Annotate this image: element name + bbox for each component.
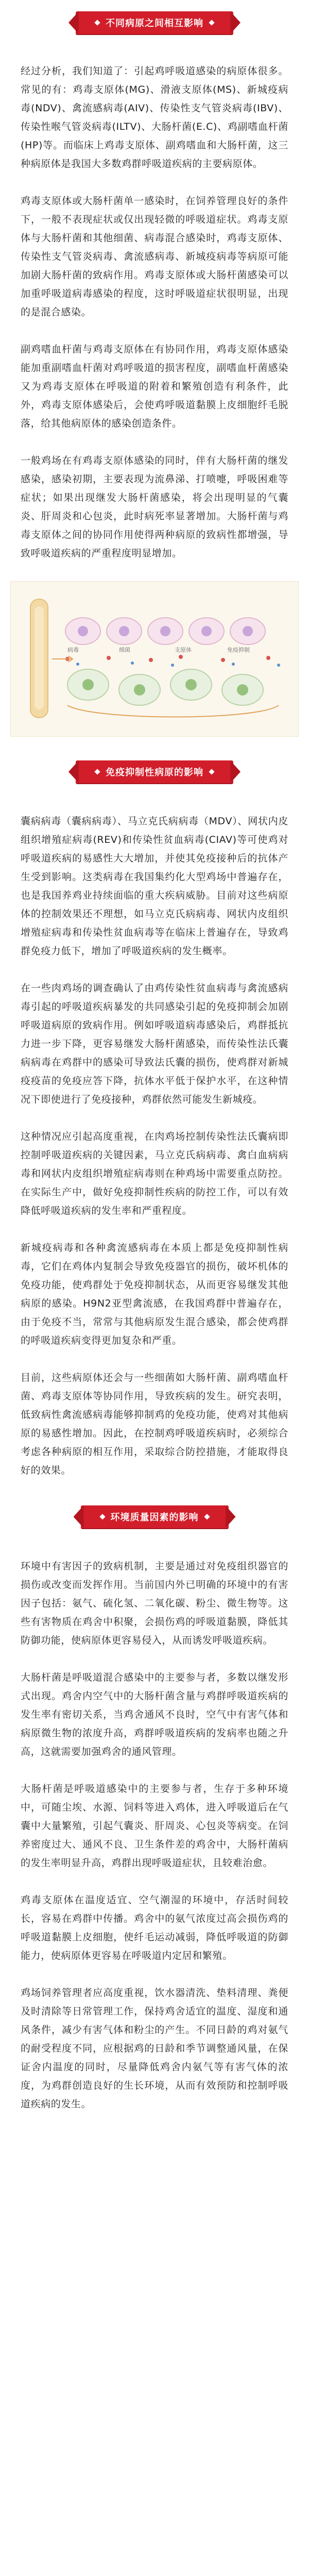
section-header-3 [21,1505,288,1528]
paragraph: 副鸡嗜血杆菌与鸡毒支原体在有协同作用，鸡毒支原体感染能加重副嗜血杆菌对鸡呼吸道的损害程度，副嗜血杆菌感染又为鸡毒支原体在呼吸道的附着和繁殖创造有利条件，此外，鸡毒支原体感染后，会使鸡呼吸道黏膜上皮细胞纤毛脱落，给其他病原体的感染创造条件。 [21,344,288,429]
paragraph: 环境中有害因子的致病机制，主要是通过对免疫组织器官的损伤或改变而发挥作用。当前国内外已明确的环境中的有害因子包括：氨气、硫化氢、二氧化碳、粉尘、微生物等。这些有害物质在鸡舍中积聚，会损伤鸡的呼吸道黏膜，降低其防御功能，使病原体更容易侵入，从而诱发呼吸道疾病。 [21,1561,288,1646]
pathogen-illustration [10,581,299,737]
section-title-banner [76,11,233,34]
figure-label-bacteria: 细菌 [119,647,130,653]
paragraph: 在一些肉鸡场的调查确认了由鸡传染性贫血病毒与禽流感病毒引起的呼吸道疾病暴发的共同感染引起的免疫抑制会加剧呼吸道病原的致病作用。例如呼吸道病毒感染后，鸡群抵抗力进一步下降，更容易继发大肠杆菌感染，而传染性法氏囊病病毒在鸡群中的感染可导致法氏囊的损伤，使鸡群对新城疫疫苗的免疫应答下降，抗体水平低于保护水平，在这种情况下即使进行了免疫接种，鸡群依然可能发生新城疫。 [21,982,288,1105]
section-title: 免疫抑制性病原的影响 [106,767,203,778]
paragraph: 新城疫病毒和各种禽流感病毒在本质上都是免疫抑制性病毒，它们在鸡体内复制会导致免疫器官的损伤，破坏机体的免疫功能，使鸡群处于免疫抑制状态，从而更容易继发其他病原的感染。H9N2亚型禽流感，在我国鸡群中普遍存在，由于免疫不当，常常与其他病原发生混合感染，都会使鸡群的呼吸道疾病变得更加复杂和严重。 [21,1242,288,1346]
paragraph: 鸡场饲养管理者应高度重视，饮水器清洗、垫料清理、粪便及时清除等日常管理工作，保持鸡舍适宜的温度、湿度和通风条件，减少有害气体和粉尘的产生。不同日龄的鸡对氨气的耐受程度不同，应根据鸡的日龄和季节调整通风量，在保证舍内温度的同时，尽量降低鸡舍内氨气等有害气体的浓度，为鸡群创造良好的生长环境，从而有效预防和控制呼吸道疾病的发生。 [21,1987,288,2110]
paragraph: 囊病病毒（囊病病毒）、马立克氏病病毒（MDV）、网状内皮组织增殖症病毒(REV)和传染性贫血病毒(CIAV)等可使鸡对呼吸道疾病的易感性大大增加，并使其免疫接种后的抗体产生受到影响。这类病毒在我国集约化大型鸡场中普遍存在，也是我国养鸡业持续面临的重大疾病威胁。目前对这些病原体的控制效果还不理想，如马立克氏病病毒、网状内皮组织增殖症病毒和传染性贫血病毒等在临床上普遍存在，导致鸡群免疫力低下，增加了呼吸道疾病的发生概率。 [21,816,288,957]
paragraph: 大肠杆菌是呼吸道感染中的主要参与者，生存于多种环境中，可随尘埃、水源、饲料等进入鸡体，进入呼吸道后在气囊中大量繁殖，引起气囊炎、肝周炎、心包炎等病变。在饲养密度过大、通风不良、卫生条件差的鸡舍中，大肠杆菌病的发生率明显升高，鸡群出现呼吸道症状，且较难治愈。 [21,1783,288,1869]
figure-label-virus: 病毒 [67,647,79,653]
diamond-icon [209,20,214,25]
section-title: 环境质量因素的影响 [110,1512,199,1523]
section-title-banner [81,1505,229,1528]
section-header-2 [21,760,288,783]
pathogen-illustration-graphic [11,582,299,736]
section-title-banner [76,760,233,783]
figure-label-mycoplasma: 支原体 [175,647,192,653]
paragraph: 目前，这些病原体还会与一些细菌如大肠杆菌、副鸡嗜血杆菌、鸡毒支原体等协同作用，导致疾病的发生。研究表明，低致病性禽流感病毒能够抑制鸡的免疫功能，使鸡对其他病原的易感性增加。因此，在控制鸡呼吸道疾病时，必须综合考虑各种病原的相互作用，采取综合防控措施，才能取得良好的效果。 [21,1372,288,1476]
paragraph: 经过分析，我们知道了：引起鸡呼吸道感染的病原体很多。常见的有：鸡毒支原体(MG)、滑液支原体(MS)、新城疫病毒(NDV)、禽流感病毒(AIV)、传染性支气管炎病毒(IBV)、传染性喉气管炎病毒(ILTV)、大肠杆菌(E.C)、鸡副嗜血杆菌(HP)等。而临床上鸡毒支原体、副鸡嗜血和大肠杆菌，这三种病原体是我国大多数鸡群呼吸道疾病的主要病原体。 [21,65,288,170]
section-header-1 [21,11,288,34]
section-title: 不同病原之间相互影响 [106,18,203,29]
figure-label-immune: 免疫抑制 [227,647,250,653]
paragraph: 鸡毒支原体在温度适宜、空气潮湿的环境中，存活时间较长，容易在鸡群中传播。鸡舍中的氨气浓度过高会损伤鸡的呼吸道黏膜上皮细胞，使纤毛运动减弱，降低呼吸道的防御能力，使病原体更容易在呼吸道内定居和繁殖。 [21,1894,288,1961]
diamond-icon [204,1514,210,1519]
diamond-icon [209,769,214,774]
diamond-icon [94,20,100,25]
paragraph: 大肠杆菌是呼吸道混合感染中的主要参与者，多数以继发形式出现。鸡舍内空气中的大肠杆菌含量与鸡群呼吸道疾病的发生率有密切关系，当鸡舍通风不良时，空气中有害气体和病原微生物的浓度升高，鸡群呼吸道疾病的发病率也随之升高，这就需要加强鸡舍的通风管理。 [21,1672,288,1757]
paragraph: 一般鸡场在有鸡毒支原体感染的同时，伴有大肠杆菌的继发感染，感染初期，主要表现为流鼻涕、打喷嚏，呼吸困难等症状；如果出现继发大肠杆菌感染，将会出现明显的气囊炎、肝周炎和心包炎，此时病死率显著增加。大肠杆菌与鸡毒支原体之间的协同作用使得两种病原的致病性都增强，导致呼吸道疾病的严重程度明显增加。 [21,455,288,559]
diamond-icon [99,1514,105,1519]
paragraph: 这种情况应引起高度重视，在肉鸡场控制传染性法氏囊病即控制呼吸道疾病的关键因素，马立克氏病病毒、禽白血病病毒和网状内皮组织增殖症病毒则在种鸡场中需要重点防控。在实际生产中，做好免疫抑制性疾病的防控工作，可以有效降低呼吸道疾病的发生率和严重程度。 [21,1131,288,1216]
paragraph: 鸡毒支原体或大肠杆菌单一感染时，在饲养管理良好的条件下，一般不表现症状或仅出现轻微的呼吸道症状。鸡毒支原体与大肠杆菌和其他细菌、病毒混合感染时，鸡毒支原体、传染性支气管炎病毒、禽流感病毒、新城疫病毒等病原可能加剧大肠杆菌的致病作用。鸡毒支原体或大肠杆菌感染可以加重呼吸道病毒感染的程度，这时呼吸道症状很明显，出现的是混合感染。 [21,195,288,318]
diamond-icon [94,769,100,774]
